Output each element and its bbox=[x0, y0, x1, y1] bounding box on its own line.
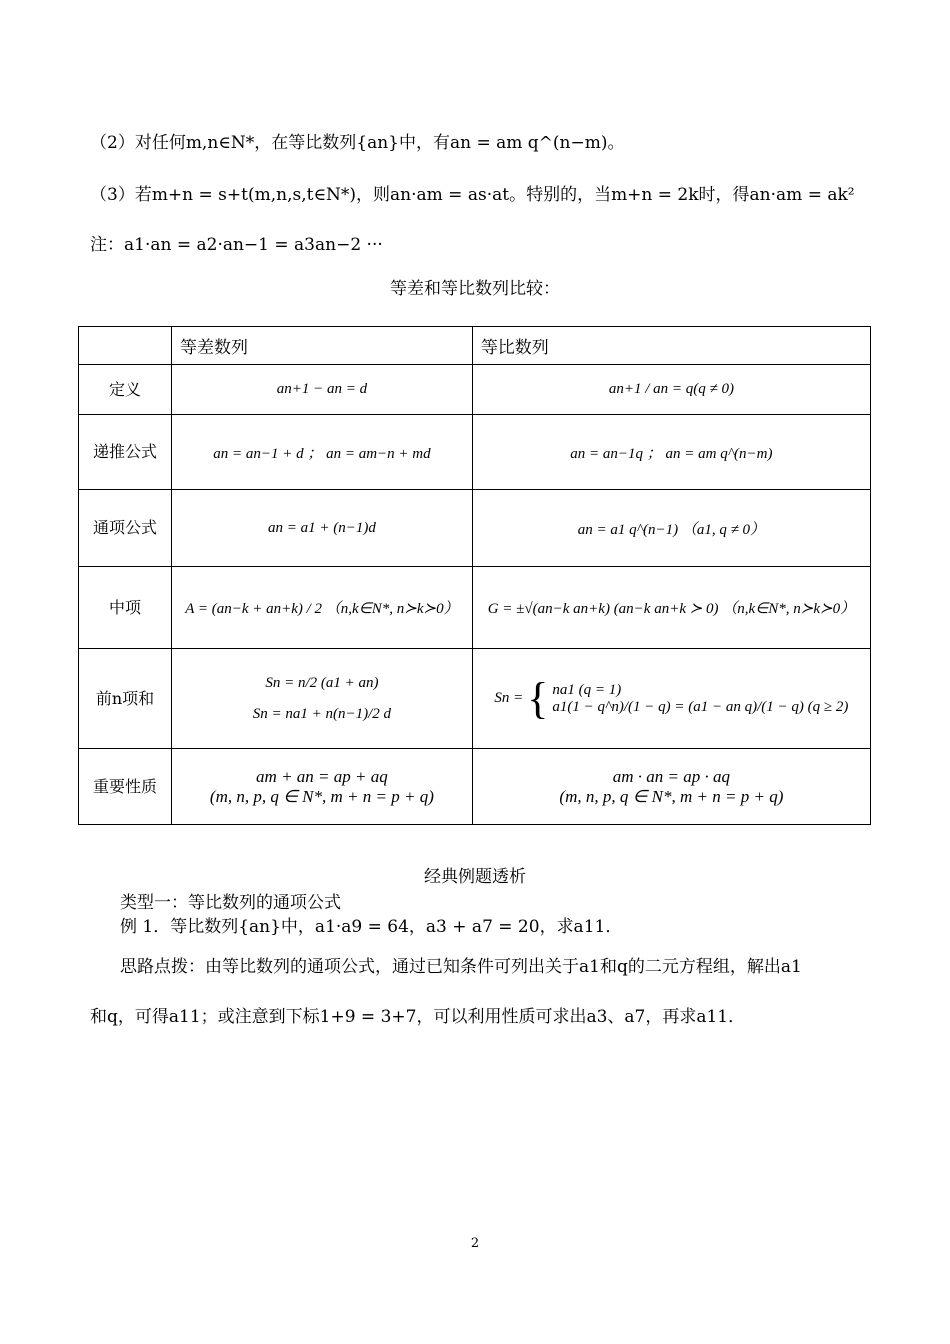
note-line: 注：a1·an = a2·an−1 = a3an−2 ··· bbox=[90, 235, 383, 255]
table-row bbox=[79, 415, 871, 490]
row-label: 递推公式 bbox=[79, 415, 172, 490]
row-label: 前n项和 bbox=[79, 649, 172, 749]
row-label: 定义 bbox=[79, 365, 172, 415]
header-blank bbox=[79, 327, 172, 365]
header-geo: 等比数列 bbox=[472, 327, 870, 365]
row-label: 中项 bbox=[79, 567, 172, 649]
arith-cell: an+1 − an = d bbox=[172, 365, 473, 415]
geo-cell: G = ±√(an−k an+k) (an−k an+k ≻ 0) （n,k∈N*, n≻k≻0） bbox=[472, 567, 870, 649]
header-arith: 等差数列 bbox=[172, 327, 473, 365]
geo-sum-case-1: na1 (q = 1) bbox=[552, 681, 622, 698]
table-header-row bbox=[79, 327, 871, 365]
table-row bbox=[79, 749, 871, 825]
table-row bbox=[79, 365, 871, 415]
table-row bbox=[79, 490, 871, 567]
row-label: 重要性质 bbox=[79, 749, 172, 825]
type-heading: 类型一：等比数列的通项公式 bbox=[120, 893, 341, 913]
geo-cell: an = a1 q^(n−1) （a1, q ≠ 0） bbox=[472, 490, 870, 567]
geo-property-1: am · an = ap · aq bbox=[612, 766, 731, 786]
arith-cell: an = an−1 + d ； an = am−n + md bbox=[172, 415, 473, 490]
arith-cell bbox=[172, 749, 473, 825]
arith-sum-formula-2: Sn = na1 + n(n−1)/2 d bbox=[252, 705, 392, 722]
hint-line-2: 和q，可得a11；或注意到下标1+9 = 3+7，可以利用性质可求出a3、a7，再求a11． bbox=[90, 1007, 746, 1027]
table-row bbox=[79, 649, 871, 749]
table-row bbox=[79, 567, 871, 649]
comparison-title: 等差和等比数列比较： bbox=[390, 279, 560, 299]
page-number: 2 bbox=[470, 1236, 480, 1251]
property-3-line: （3）若m+n = s+t(m,n,s,t∈N*)，则an·am = as·at。特别的，当m+n = 2k时，得an·am = ak² bbox=[90, 185, 855, 205]
geo-cell: an = an−1q ； an = am q^(n−m) bbox=[472, 415, 870, 490]
geo-sum-case-2: a1(1 − q^n)/(1 − q) = (a1 − an q)/(1 − q) (q ≥ 2) bbox=[552, 698, 849, 715]
geo-cell: an+1 / an = q(q ≠ 0) bbox=[472, 365, 870, 415]
arith-property-2: (m, n, p, q ∈ N*, m + n = p + q) bbox=[209, 786, 434, 806]
geo-property-2: (m, n, p, q ∈ N*, m + n = p + q) bbox=[559, 786, 784, 806]
example-1: 例 1．等比数列{an}中，a1·a9 = 64，a3 + a7 = 20，求a11． bbox=[120, 917, 623, 937]
arith-cell bbox=[172, 649, 473, 749]
property-2-line: （2）对任何m,n∈N*，在等比数列{an}中，有an = am q^(n−m)。 bbox=[90, 133, 625, 153]
geo-cell: Sn = { na1 (q = 1) a1(1 − q^n)/(1 − q) = (a1 − an q)/(1 − q) (q ≥ 2) bbox=[472, 649, 870, 749]
hint-line-1: 思路点拨：由等比数列的通项公式，通过已知条件可列出关于a1和q的二元方程组，解出a1 bbox=[120, 957, 802, 977]
section-title: 经典例题透析 bbox=[424, 867, 526, 887]
arith-property-1: am + an = ap + aq bbox=[256, 766, 388, 786]
arith-sum-formula-1: Sn = n/2 (a1 + an) bbox=[265, 674, 379, 691]
row-label: 通项公式 bbox=[79, 490, 172, 567]
comparison-table bbox=[78, 326, 871, 825]
arith-cell: an = a1 + (n−1)d bbox=[172, 490, 473, 567]
arith-cell: A = (an−k + an+k) / 2 （n,k∈N*, n≻k≻0） bbox=[172, 567, 473, 649]
geo-sum-prefix: Sn = bbox=[494, 690, 524, 706]
geo-cell bbox=[472, 749, 870, 825]
